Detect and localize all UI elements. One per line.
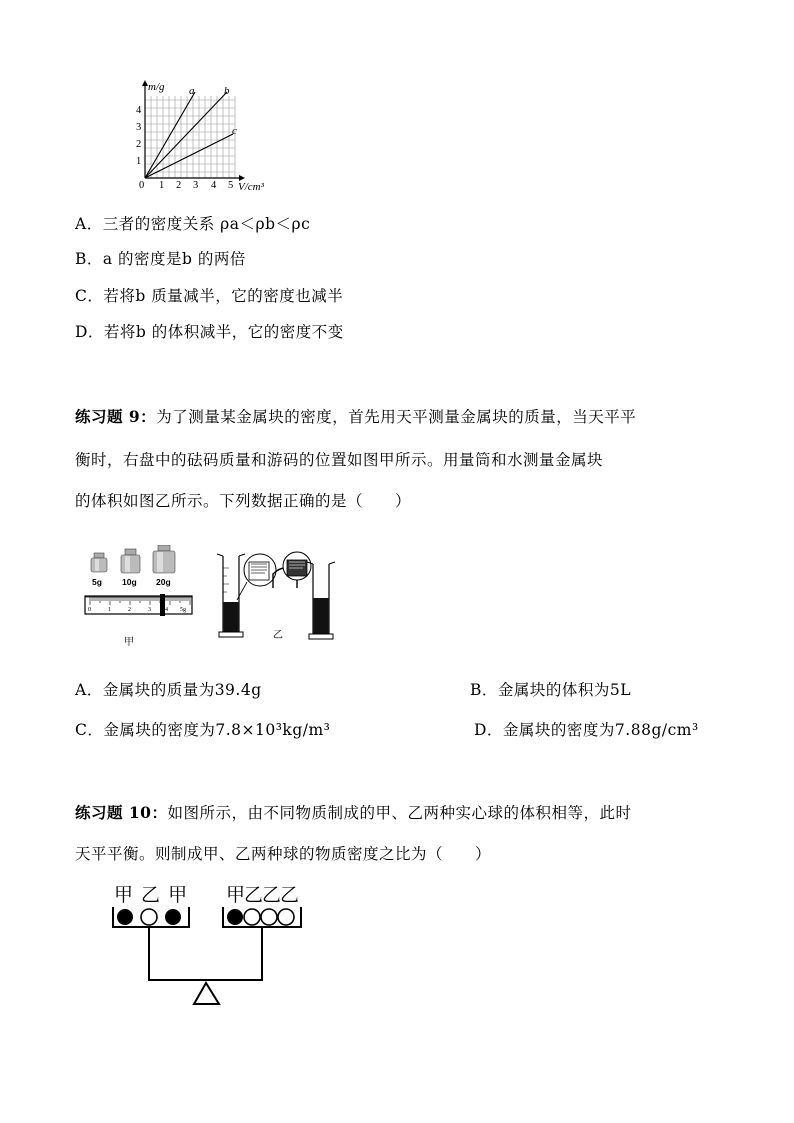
q8-option-c: C．若将b 质量减半，它的密度也减半 (75, 287, 344, 305)
q8-option-a: A．三者的密度关系 ρa＜ρb＜ρc (75, 215, 311, 233)
rider-marker (160, 594, 165, 616)
right-pan-labels: 甲乙乙乙 (226, 884, 299, 906)
cylinder-left (217, 554, 245, 637)
ball-yi-right-1 (244, 909, 260, 925)
q10-label: 练习题 10： (75, 803, 168, 822)
q9-text-1: 为了测量某金属块的密度，首先用天平测量金属块的质量，当天平平 (156, 408, 637, 426)
q9-label: 练习题 9： (75, 407, 157, 426)
q9-line-2: 衡时，右盘中的砝码质量和游码的位置如图甲所示。用量筒和水测量金属块 (75, 451, 604, 469)
ball-jia-right (227, 909, 243, 925)
ball-yi-left (141, 909, 157, 925)
xtick-3: 3 (193, 180, 199, 191)
balance-figure (105, 895, 315, 1010)
weight-10g-label: 10g (122, 577, 137, 587)
weight-10g-icon (121, 549, 140, 573)
q9-option-b: B．金属块的体积为5L (470, 681, 632, 699)
q10-line-2: 天平平衡。则制成甲、乙两种球的物质密度之比为（ ） (75, 845, 492, 863)
q8-option-b: B．a 的密度是b 的两倍 (75, 250, 246, 268)
q9-option-c: C．金属块的密度为7.8×10³kg/m³ (75, 721, 331, 739)
q9-line-1 (75, 405, 636, 427)
ruler-tick-1: 1 (108, 607, 111, 613)
figure-jia-label: 甲 (124, 637, 134, 648)
line-a-label: a (189, 85, 195, 97)
xtick-4: 4 (211, 180, 217, 191)
weight-20g-label: 20g (156, 577, 171, 587)
q10-text-1: 如图所示，由不同物质制成的甲、乙两种实心球的体积相等，此时 (167, 804, 632, 822)
mass-volume-graph (125, 78, 285, 198)
xtick-5: 5 (228, 180, 234, 191)
left-pan-labels: 甲 乙 甲 (114, 884, 189, 906)
ytick-4: 4 (136, 105, 142, 116)
ruler-tick-2: 2 (128, 607, 131, 613)
ruler-tick-4: 4 (165, 607, 168, 613)
q8-option-d: D．若将b 的体积减半，它的密度不变 (75, 323, 344, 341)
weight-5g-label: 5g (92, 577, 102, 587)
ruler-tick-3: 3 (148, 607, 151, 613)
y-axis-label: m/g (148, 81, 165, 93)
ball-yi-right-2 (261, 909, 277, 925)
q9-option-d: D．金属块的密度为7.88g/cm³ (474, 721, 699, 739)
line-b (145, 92, 227, 178)
q9-option-a: A．金属块的质量为39.4g (75, 681, 262, 699)
zoom-view-right (283, 552, 311, 580)
rider-scale-ruler (85, 594, 192, 616)
q9-line-3: 的体积如图乙所示。下列数据正确的是（ ） (75, 492, 412, 510)
figure-yi-label: 乙 (273, 630, 283, 641)
line-b-label: b (224, 85, 230, 97)
ball-yi-right-3 (278, 909, 294, 925)
ytick-2: 2 (136, 139, 142, 150)
xtick-1: 1 (159, 180, 165, 191)
ruler-tick-5: 5g (180, 607, 186, 613)
ball-jia-left-2 (165, 909, 181, 925)
weight-20g-icon (153, 545, 175, 573)
weight-5g-icon (91, 553, 107, 572)
fulcrum-triangle (194, 983, 219, 1004)
zoom-view-left (237, 554, 276, 600)
ytick-3: 3 (136, 122, 142, 133)
figure-yi-cylinders (215, 548, 340, 648)
ball-jia-left-1 (117, 909, 133, 925)
ytick-1: 1 (136, 156, 142, 167)
origin-label: 0 (139, 180, 145, 191)
figure-jia-weights-ruler (80, 545, 200, 655)
xtick-2: 2 (176, 180, 182, 191)
line-c-label: c (232, 125, 237, 137)
cylinder-right (307, 562, 335, 639)
x-axis-label: V/cm³ (238, 181, 264, 193)
q10-line-1 (75, 801, 631, 823)
ruler-tick-0: 0 (88, 607, 91, 613)
